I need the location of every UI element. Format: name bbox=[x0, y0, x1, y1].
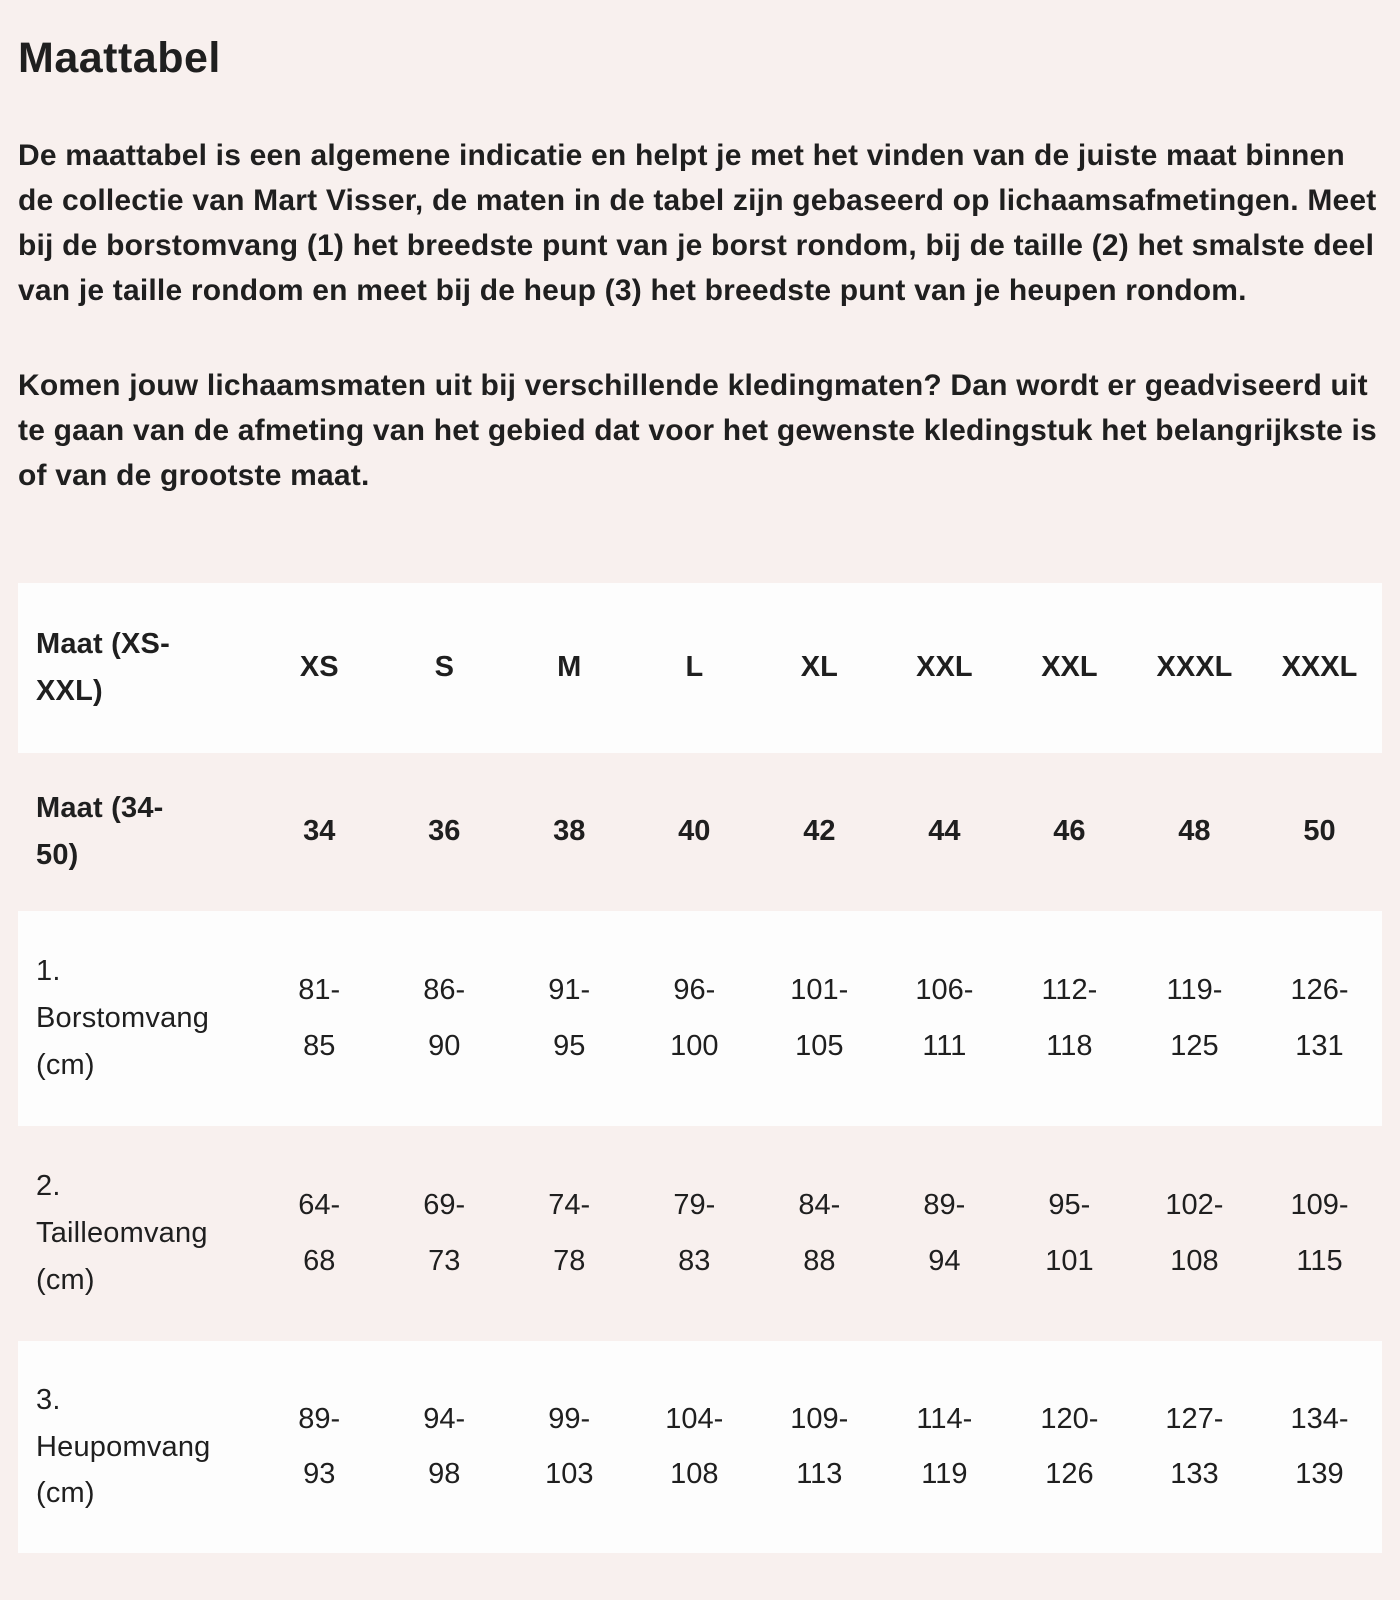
size-table-container bbox=[18, 583, 1382, 1553]
size-cell: 109- 115 bbox=[1290, 1189, 1349, 1277]
intro-paragraph-advice: Komen jouw lichaamsmaten uit bij verschillende kledingmaten? Dan wordt er geadviseerd uit te gaan van de afmeting van het gebied dat voor het gewenste kledingstuk het belangrijkste is of van de grootste maat. bbox=[18, 369, 1377, 492]
size-cell: 89- 93 bbox=[298, 1402, 341, 1490]
size-cell: 94- 98 bbox=[423, 1402, 466, 1490]
size-cell: 42 bbox=[803, 815, 836, 848]
size-cell: XXL bbox=[916, 651, 973, 684]
size-cell: XXXL bbox=[1281, 651, 1358, 684]
size-cell: 50 bbox=[1303, 815, 1336, 848]
size-cell: XXL bbox=[1041, 651, 1098, 684]
size-cell: XL bbox=[800, 651, 838, 684]
size-cell: M bbox=[557, 651, 582, 684]
size-cell: 74- 78 bbox=[548, 1189, 591, 1277]
size-cell: 95- 101 bbox=[1045, 1189, 1094, 1277]
size-cell: 40 bbox=[678, 815, 711, 848]
size-cell: 79- 83 bbox=[673, 1189, 716, 1277]
size-cell: L bbox=[685, 651, 704, 684]
size-cell: XXXL bbox=[1156, 651, 1233, 684]
size-cell: 127- 133 bbox=[1165, 1402, 1224, 1490]
page-title: Maattabel bbox=[18, 34, 221, 82]
size-cell: 101- 105 bbox=[790, 974, 849, 1062]
table-row bbox=[18, 1126, 1382, 1341]
size-cell: 114- 119 bbox=[916, 1402, 973, 1490]
size-cell: 106- 111 bbox=[915, 974, 974, 1062]
size-cell: 38 bbox=[553, 815, 586, 848]
row-label: 2. Tailleomvang (cm) bbox=[36, 1170, 208, 1296]
row-label: Maat (XS- XXL) bbox=[36, 628, 170, 707]
size-table bbox=[18, 583, 1382, 1553]
size-cell: 84- 88 bbox=[798, 1189, 841, 1277]
size-cell: 96- 100 bbox=[670, 974, 719, 1062]
size-cell: 69- 73 bbox=[423, 1189, 466, 1277]
size-cell: 36 bbox=[428, 815, 461, 848]
intro-paragraph-measuring: De maattabel is een algemene indicatie en helpt je met het vinden van de juiste maat binnen de collectie van Mart Visser, de maten in de tabel zijn gebaseerd op lichaamsafmetingen. Meet bij de borstomvang (1) het breedste punt van je borst rondom, bij de taille (2) het smalste deel van je taille rondom en meet bij de heup (3) het breedste punt van je heupen rondom. bbox=[18, 139, 1377, 307]
size-cell: 48 bbox=[1178, 815, 1211, 848]
size-cell: 134- 139 bbox=[1290, 1402, 1349, 1490]
size-cell: 104- 108 bbox=[665, 1402, 724, 1490]
size-cell: 109- 113 bbox=[790, 1402, 849, 1490]
size-cell: XS bbox=[299, 651, 339, 684]
row-label: 1. Borstomvang (cm) bbox=[36, 955, 210, 1081]
size-cell: 99- 103 bbox=[545, 1402, 594, 1490]
size-cell: 119- 125 bbox=[1166, 974, 1223, 1062]
size-cell: 89- 94 bbox=[923, 1189, 966, 1277]
size-cell: 86- 90 bbox=[423, 974, 466, 1062]
row-label: 3. Heupomvang (cm) bbox=[36, 1383, 211, 1510]
size-cell: 112- 118 bbox=[1041, 974, 1098, 1062]
size-cell: 102- 108 bbox=[1165, 1189, 1224, 1277]
intro-text bbox=[18, 133, 1382, 498]
size-cell: 120- 126 bbox=[1040, 1402, 1099, 1490]
size-cell: 34 bbox=[303, 815, 336, 848]
size-cell: 64- 68 bbox=[298, 1189, 341, 1277]
table-row bbox=[18, 911, 1382, 1126]
table-row bbox=[18, 753, 1382, 911]
table-row bbox=[18, 583, 1382, 753]
size-cell: 46 bbox=[1053, 815, 1086, 848]
size-cell: 126- 131 bbox=[1290, 974, 1349, 1062]
table-row bbox=[18, 1341, 1382, 1553]
size-cell: 81- 85 bbox=[298, 974, 341, 1062]
size-table-body bbox=[18, 583, 1382, 1553]
size-cell: S bbox=[434, 651, 454, 684]
size-cell: 91- 95 bbox=[548, 974, 591, 1062]
size-cell: 44 bbox=[928, 815, 961, 848]
row-label: Maat (34- 50) bbox=[36, 792, 164, 871]
